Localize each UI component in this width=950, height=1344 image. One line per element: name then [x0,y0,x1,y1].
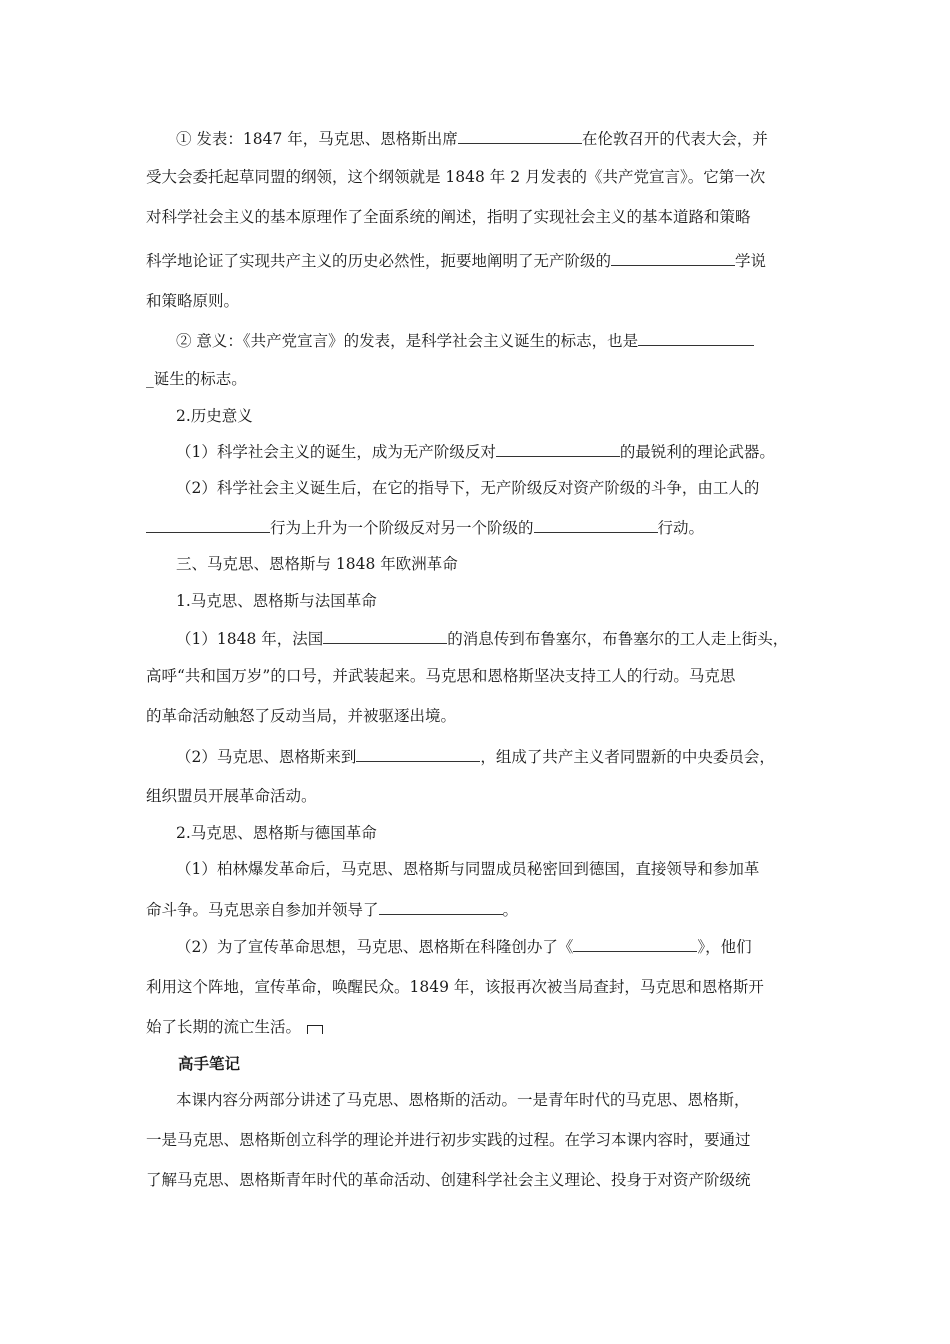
text-line: 和策略原则。 [146,292,240,310]
text-segment: ② 意义：《共产党宣言》的发表，是科学社会主义诞生的标志，也是 [176,332,639,350]
text-segment: （1）科学社会主义的诞生，成为无产阶级反对 [176,443,496,461]
text-line: 组织盟员开展革命活动。 [146,787,317,805]
text-line: 本课内容分两部分讲述了马克思、恩格斯的活动。一是青年时代的马克思、恩格斯， [176,1091,750,1109]
text-line: 一是马克思、恩格斯创立科学的理论并进行初步实践的过程。在学习本课内容时，要通过 [146,1131,751,1149]
fill-blank[interactable] [356,745,480,762]
fill-blank[interactable] [638,329,754,346]
section-heading: 三、马克思、恩格斯与 1848 年欧洲革命 [176,555,458,573]
text-segment: 命斗争。马克思亲自参加并领导了 [146,901,379,919]
text-line: 对科学社会主义的基本原理作了全面系统的阐述，指明了实现社会主义的基本道路和策略 [146,208,751,226]
text-line [146,516,704,539]
fill-blank[interactable] [573,935,697,952]
text-line: 利用这个阵地，宣传革命，唤醒民众。1849 年，该报再次被当局查封，马克思和恩格斯开 [146,978,764,996]
notes-heading: 高手笔记 [178,1055,241,1073]
text-segment: （2）为了宣传革命思想，马克思、恩格斯在科隆创办了《 [176,938,574,956]
text-line [176,440,775,463]
fill-blank[interactable] [323,627,447,644]
text-segment: 》，他们 [697,938,752,956]
fill-blank[interactable] [146,516,270,533]
text-segment: ，组成了共产主义者同盟新的中央委员会， [480,748,775,766]
text-line [146,898,518,921]
fill-blank[interactable] [379,898,503,915]
text-line: 高呼“共和国万岁”的口号，并武装起来。马克思和恩格斯坚决支持工人的行动。马克思 [146,667,736,685]
text-segment: 学说 [735,252,767,270]
text-line [146,249,766,272]
text-line: （2）科学社会主义诞生后，在它的指导下，无产阶级反对资产阶级的斗争，由工人的 [176,479,760,497]
fill-blank[interactable] [611,249,735,266]
text-line [146,1016,323,1038]
text-segment: 在伦敦召开的代表大会，并 [581,130,768,148]
text-segment: 科学地论证了实现共产主义的历史必然性，扼要地阐明了无产阶级的 [146,252,612,270]
text-line [176,935,752,958]
text-line [176,745,775,768]
text-line [176,329,754,352]
fill-blank[interactable] [534,516,658,533]
text-line [176,127,768,150]
text-line: 了解马克思、恩格斯青年时代的革命活动、创建科学社会主义理论、投身于对资产阶级统 [146,1171,751,1189]
corner-mark-icon [307,1025,323,1034]
fill-blank[interactable] [458,127,582,144]
section-subheading: 1.马克思、恩格斯与法国革命 [176,592,377,610]
text-line: _诞生的标志。 [146,370,247,388]
text-segment: 行为上升为一个阶级反对另一个阶级的 [270,519,534,537]
text-segment: ① 发表：1847 年，马克思、恩格斯出席 [176,130,458,148]
text-segment: 的消息传到布鲁塞尔，布鲁塞尔的工人走上街头， [447,630,789,648]
text-line: （1）柏林爆发革命后，马克思、恩格斯与同盟成员秘密回到德国，直接领导和参加革 [176,860,760,878]
fill-blank[interactable] [496,440,620,457]
section-subheading: 2.马克思、恩格斯与德国革命 [176,824,377,842]
text-segment: 始了长期的流亡生活。 [146,1018,302,1036]
text-segment: （2）马克思、恩格斯来到 [176,748,357,766]
section-subheading: 2.历史意义 [176,407,253,425]
text-line: 的革命活动触怒了反动当局，并被驱逐出境。 [146,707,457,725]
text-segment: 。 [502,901,519,919]
text-line [176,627,788,650]
text-segment: 行动。 [657,519,705,537]
text-line: 受大会委托起草同盟的纲领，这个纲领就是 1848 年 2 月发表的《共产党宣言》。它第一次 [146,168,766,186]
text-segment: 的最锐利的理论武器。 [619,443,775,461]
text-segment: （1）1848 年，法国 [176,630,324,648]
